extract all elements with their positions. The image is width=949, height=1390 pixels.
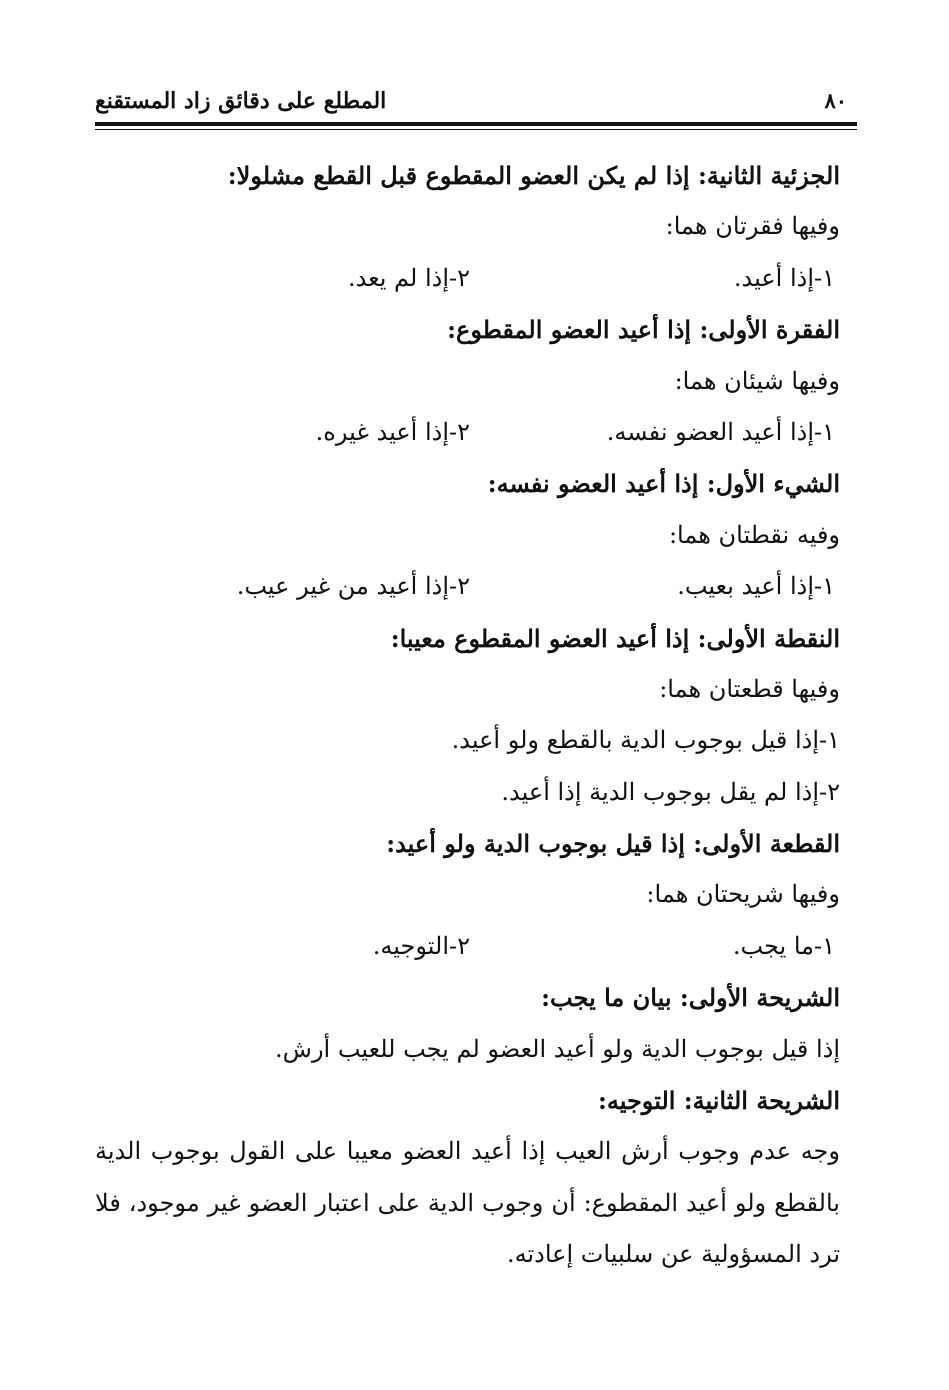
running-title: المطلع على دقائق زاد المستقنع	[95, 88, 387, 114]
two-column-list	[95, 561, 840, 612]
explanation-paragraph: وجه عدم وجوب أرش العيب إذا أعيد العضو معيبا على القول بوجوب الدية بالقطع ولو أعيد المقطوع: أن وجوب الدية على اعتبار العضو غير موجود، فلا ترد المسؤولية عن سلبيات إعادته.	[95, 1137, 840, 1269]
text-line: وفيها قطعتان هما:	[659, 674, 840, 703]
section-heading: الفقرة الأولى: إذا أعيد العضو المقطوع:	[447, 315, 840, 345]
section-heading: الشيء الأول: إذا أعيد العضو نفسه:	[487, 469, 840, 499]
list-item: ١-إذا أعيد بعيب.	[677, 572, 835, 601]
two-column-list	[95, 921, 840, 972]
page-header	[95, 82, 857, 122]
text-line: وفيها شيئان هما:	[674, 366, 840, 395]
page-number: ٨٠	[824, 88, 847, 113]
list-item: ٢-إذا لم يعد.	[347, 263, 470, 292]
section-heading: الشريحة الأولى: بيان ما يجب:	[541, 983, 840, 1013]
text-line: وفيها شريحتان هما:	[646, 880, 840, 909]
section-heading: الشريحة الثانية: التوجيه:	[598, 1086, 840, 1116]
header-rule-thick	[95, 122, 857, 126]
section-heading: الجزئية الثانية: إذا لم يكن العضو المقطوع قبل القطع مشلولا:	[227, 161, 840, 190]
list-item: ٢-التوجيه.	[372, 931, 470, 960]
text-line: إذا قيل بوجوب الدية ولو أعيد العضو لم يجب للعيب أرش.	[275, 1034, 840, 1063]
list-item: ٢-إذا لم يقل بوجوب الدية إذا أعيد.	[501, 777, 840, 806]
header-rule-thin	[95, 129, 857, 130]
section-heading: القطعة الأولى: إذا قيل بوجوب الدية ولو أعيد:	[386, 829, 840, 859]
two-column-list	[95, 407, 840, 458]
two-column-list	[95, 253, 840, 304]
list-item: ١-ما يجب.	[732, 931, 835, 960]
list-item: ٢-إذا أعيد من غير عيب.	[236, 572, 470, 601]
text-line: وفيه نقطتان هما:	[668, 520, 840, 549]
section-heading: النقطة الأولى: إذا أعيد العضو المقطوع معيبا:	[390, 623, 840, 653]
text-line: وفيها فقرتان هما:	[665, 212, 840, 241]
list-item: ٢-إذا أعيد غيره.	[315, 417, 470, 446]
list-item: ١-إذا أعيد.	[733, 263, 835, 292]
list-item: ١-إذا أعيد العضو نفسه.	[606, 417, 835, 446]
list-item: ١-إذا قيل بوجوب الدية بالقطع ولو أعيد.	[451, 726, 840, 755]
page-body	[95, 150, 840, 1281]
